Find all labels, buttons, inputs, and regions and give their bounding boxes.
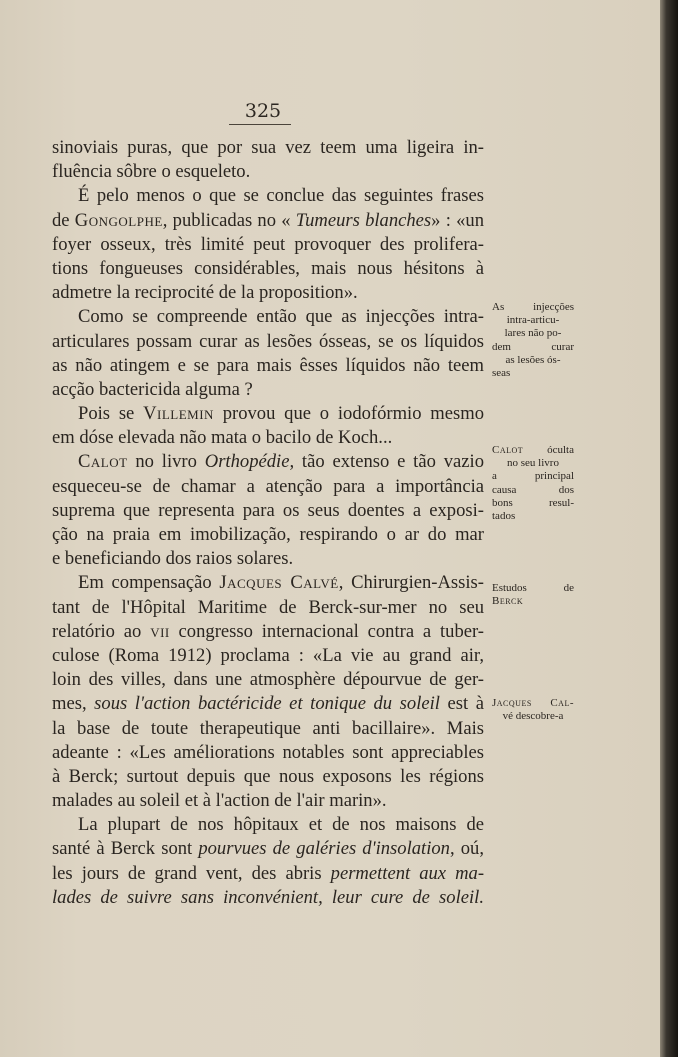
margin-note-line: [492, 582, 574, 595]
body-text-line: [52, 668, 484, 692]
margin-note-jacques-calve: [492, 697, 574, 723]
body-text-line: [52, 281, 484, 305]
body-text: [52, 136, 484, 910]
text-run: tions fongueuses considérables, mais nous hésitons à: [52, 257, 484, 279]
text-run: tão extenso e tão vazio: [294, 451, 484, 473]
text-run: » : «un: [431, 209, 484, 231]
text-run: Pois se: [78, 403, 144, 425]
text-run: de: [52, 209, 75, 231]
text-run: les jours de grand vent, des abris: [52, 862, 331, 884]
body-text-line: [52, 209, 484, 233]
margin-note-line: [492, 314, 574, 327]
body-text-line: [52, 523, 484, 547]
italic-phrase: Tumeurs blanches: [295, 209, 432, 231]
body-text-line: [52, 450, 484, 474]
text-run: vé descobre-a: [502, 710, 564, 723]
text-run: acção bactericida alguma ?: [52, 378, 253, 400]
body-text-line: [52, 620, 484, 644]
margin-note-line: [492, 484, 574, 497]
body-text-line: [52, 184, 484, 208]
text-run: , publicadas no «: [162, 209, 296, 231]
author-name: Jacques Cal-: [492, 697, 574, 709]
page-number: 325: [244, 100, 282, 122]
body-text-line: [52, 644, 484, 668]
body-text-line: [52, 596, 484, 620]
margin-note-line: [492, 710, 574, 723]
margin-note-line: [492, 354, 574, 367]
text-run: ção na praia em imobilização, respirando o ar do mar: [52, 524, 484, 545]
text-run: Em compensação: [78, 572, 220, 594]
author-name: Gongolphe: [74, 209, 163, 231]
body-text-line: [52, 765, 484, 789]
body-text-line: [52, 692, 484, 716]
text-run: as lesões ós-: [505, 353, 561, 366]
text-run: Como se compreende então que as injecções intra-: [78, 306, 484, 328]
text-run: esqueceu-se de chamar a atenção para a importância: [52, 475, 484, 497]
margin-note-calot: [492, 444, 574, 523]
margin-note-line: [492, 341, 574, 354]
margin-note-line: [492, 470, 574, 483]
text-run: culose (Roma 1912) proclama : «La vie au grand air,: [52, 644, 484, 666]
margin-note-line: [492, 510, 574, 523]
text-run: no livro: [127, 451, 205, 473]
text-run: Estudos de: [492, 582, 574, 594]
text-run: adeante : «Les améliorations notables sont appreciables: [52, 741, 484, 763]
body-text-line: [52, 741, 484, 765]
body-text-line: [52, 378, 484, 402]
text-run: La plupart de nos hôpitaux et de nos maisons de: [78, 814, 484, 836]
author-name: Calot: [78, 451, 128, 473]
text-run: suprema que representa para os seus doentes a exposi-: [52, 499, 484, 521]
margin-note-line: [492, 444, 574, 457]
author-name: Calot: [492, 444, 524, 456]
italic-phrase: pourvues de galéries d'insolation: [198, 838, 450, 860]
text-run: foyer osseux, très limité peut provoquer des prolifera-: [52, 233, 484, 255]
body-text-line: [52, 136, 484, 160]
italic-phrase: lades de suivre sans inconvénient, leur cure de soleil.: [52, 886, 484, 908]
text-run: no seu livro: [507, 457, 559, 470]
margin-note-line: [492, 595, 574, 608]
header-rule: [229, 124, 291, 125]
text-run: est à: [439, 693, 484, 715]
text-run: la base de toute therapeutique anti bacillaire». Mais: [52, 717, 484, 739]
text-run: e beneficiando dos raios solares.: [52, 548, 294, 570]
italic-phrase: sous l'action bactéricide et tonique du soleil: [94, 693, 440, 715]
author-name: vii: [150, 620, 170, 642]
text-run: a principal: [492, 470, 574, 483]
body-text-line: [52, 717, 484, 741]
text-run: intra-articu-: [506, 314, 560, 327]
body-text-line: [52, 571, 484, 595]
body-text-line: [52, 305, 484, 329]
text-run: fluência sôbre o esqueleto.: [52, 161, 251, 183]
body-text-line: [52, 886, 484, 910]
body-text-line: [52, 837, 484, 861]
margin-note-line: [492, 697, 574, 710]
text-run: dem curar: [492, 340, 574, 353]
author-name: Berck: [492, 595, 524, 608]
italic-phrase: permettent aux ma-: [330, 862, 485, 884]
text-run: seas: [492, 367, 511, 380]
text-run: , oú,: [449, 838, 484, 860]
book-binding-edge: [660, 0, 678, 1057]
margin-note-line: [492, 327, 574, 340]
margin-note-line: [492, 497, 574, 510]
body-text-line: [52, 862, 484, 886]
text-run: em dóse elevada não mata o bacilo de Koch...: [52, 427, 393, 449]
text-run: bons resul-: [492, 496, 574, 509]
body-text-line: [52, 475, 484, 499]
body-text-line: [52, 499, 484, 523]
text-run: sinoviais puras, que por sua vez teem uma ligeira in-: [52, 137, 484, 158]
body-text-line: [52, 330, 484, 354]
body-text-line: [52, 789, 484, 813]
author-name: Villemin: [143, 403, 214, 425]
text-run: malades au soleil et à l'action de l'air marin».: [52, 790, 387, 812]
margin-note-estudos-de-berck: [492, 582, 574, 608]
body-text-line: [52, 354, 484, 378]
text-run: causa dos: [492, 483, 574, 496]
margin-note-injeccoes: [492, 301, 574, 380]
body-text-line: [52, 257, 484, 281]
text-run: santé à Berck sont: [52, 838, 199, 860]
text-run: mes,: [52, 693, 95, 715]
margin-note-line: [492, 457, 574, 470]
italic-phrase: Orthopédie,: [204, 451, 295, 473]
text-run: tant de l'Hôpital Maritime de Berck-sur-mer no seu: [52, 596, 484, 618]
text-run: , Chirurgien-Assis-: [338, 572, 484, 594]
text-run: lares não po-: [504, 327, 562, 340]
text-run: tados: [492, 510, 516, 523]
body-text-line: [52, 813, 484, 837]
text-run: As injecções: [492, 301, 574, 313]
text-run: É pelo menos o que se conclue das seguintes frases: [78, 185, 484, 207]
text-run: óculta: [523, 444, 574, 456]
text-run: loin des villes, dans une atmosphère dépourvue de ger-: [52, 669, 484, 691]
body-text-line: [52, 160, 484, 184]
author-name: Jacques Calvé: [219, 572, 339, 594]
margin-note-line: [492, 367, 574, 380]
text-run: admetre la reciprocité de la proposition».: [52, 282, 358, 304]
text-run: articulares possam curar as lesões ósseas, se os líquidos: [52, 330, 484, 352]
text-run: à Berck; surtout depuis que nous exposons les régions: [52, 765, 484, 787]
text-run: congresso internacional contra a tuber-: [169, 620, 485, 642]
margin-note-line: [492, 301, 574, 314]
text-run: relatório ao: [52, 620, 151, 642]
body-text-line: [52, 233, 484, 257]
body-text-line: [52, 426, 484, 450]
text-run: as não atingem e se para mais êsses líquidos não teem: [52, 354, 484, 376]
body-text-line: [52, 547, 484, 571]
text-run: provou que o iodofórmio mesmo: [213, 403, 484, 425]
body-text-line: [52, 402, 484, 426]
